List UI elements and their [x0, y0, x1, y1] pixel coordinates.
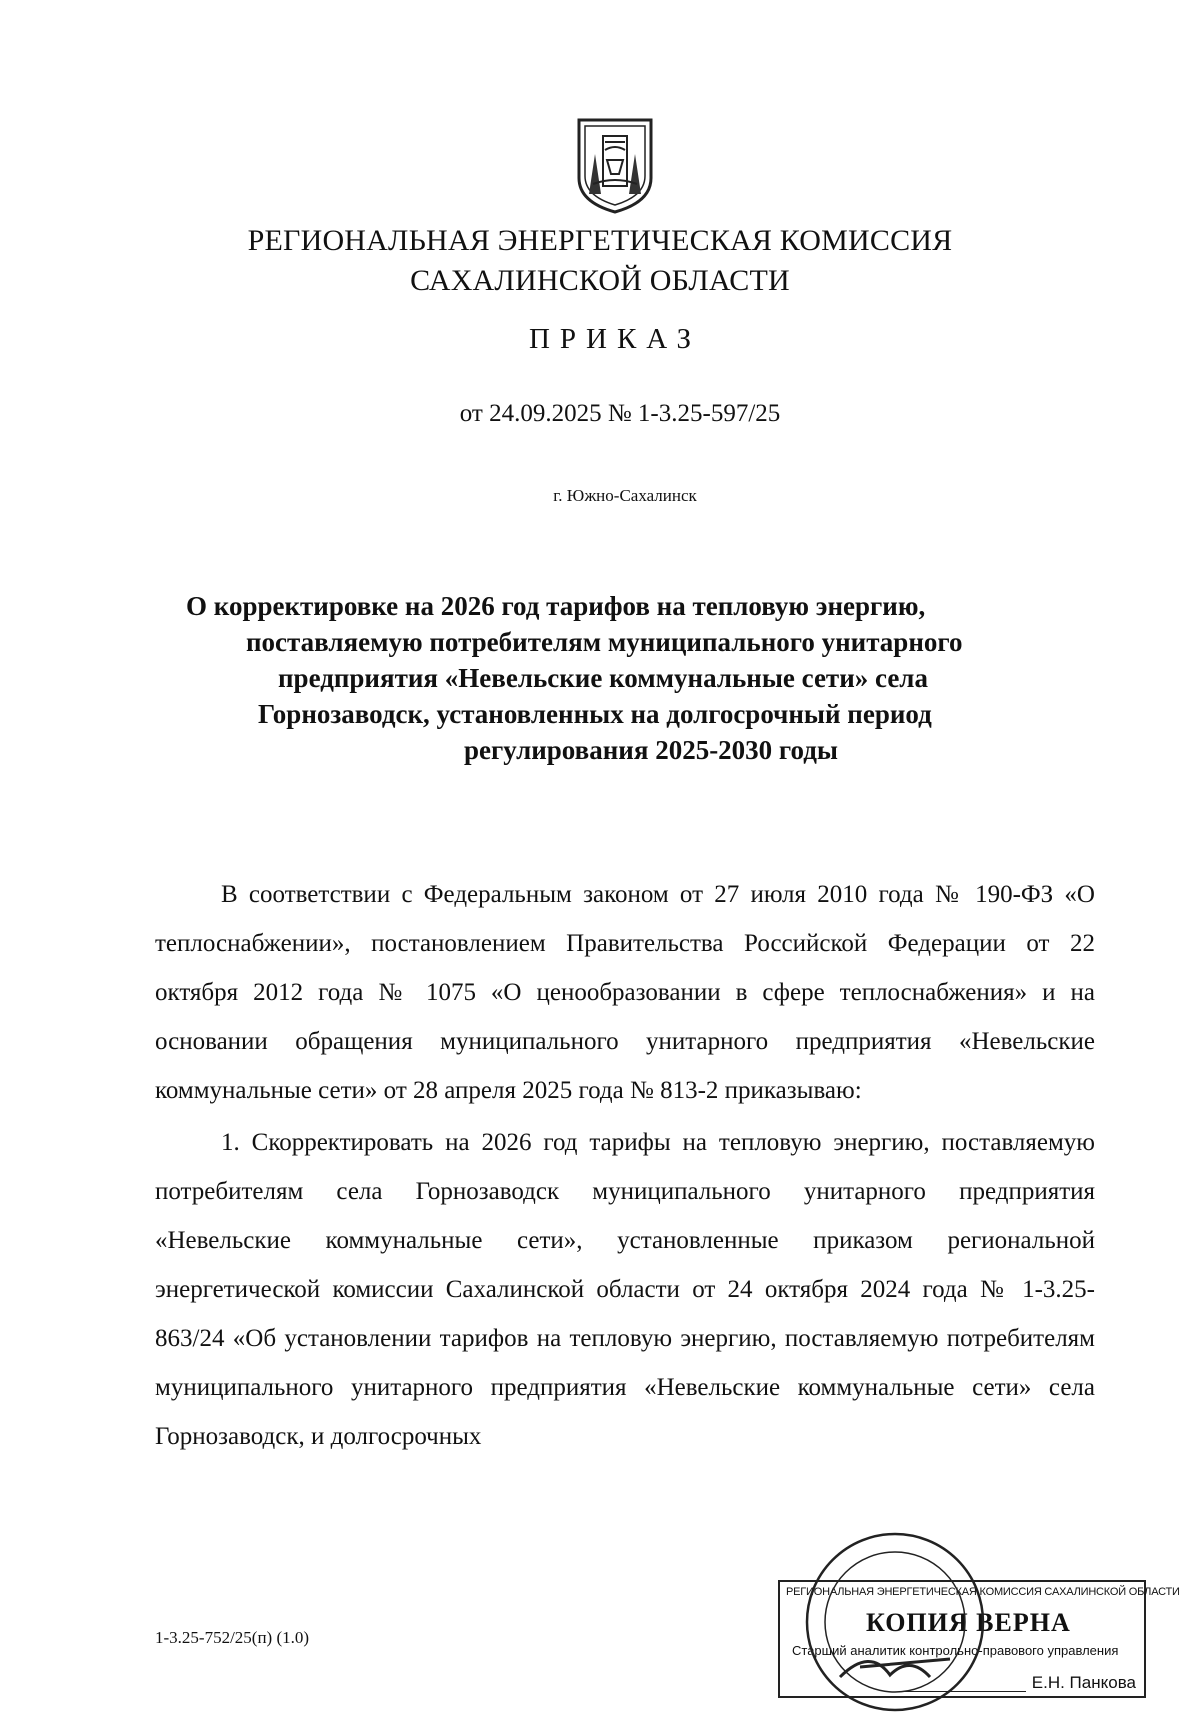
- stamp-position: Старший аналитик контрольно-правового управления: [792, 1643, 1119, 1658]
- organization-name-line2: САХАЛИНСКОЙ ОБЛАСТИ: [410, 264, 790, 297]
- subject-line: предприятия «Невельские коммунальные сети» села: [278, 663, 928, 693]
- stamp-signer-name: Е.Н. Панкова: [1031, 1673, 1136, 1692]
- preamble-paragraph: В соответствии с Федеральным законом от 27 июля 2010 года № 190-ФЗ «О теплоснабжении», постановлением Правительства Российской Федерации от 22 октября 2012 года № 1075 «О ценообразовании в сфере теплоснабжения» и на основании обращения муниципального унитарного предприятия «Невельские коммунальные сети» от 28 апреля 2025 года № 813-2 приказываю:: [155, 881, 1095, 1104]
- stamp-organization: РЕГИОНАЛЬНАЯ ЭНЕРГЕТИЧЕСКАЯ КОМИССИЯ САХАЛИНСКОЙ ОБЛАСТИ: [786, 1586, 1180, 1598]
- stamp-copy-label: КОПИЯ ВЕРНА: [866, 1608, 1071, 1637]
- subject-line: регулирования 2025-2030 годы: [464, 735, 838, 765]
- order-subject: [186, 588, 1116, 768]
- clause-paragraph: 1. Скорректировать на 2026 год тарифы на тепловую энергию, поставляемую потребителям села Горнозаводск муниципального унитарного предприятия «Невельские коммунальные сети», установленные приказом региональной энергетической комиссии Сахалинской области от 24 октября 2024 года № 1-3.25-863/24 «Об установлении тарифов на тепловую энергию, поставляемую потребителям муниципального унитарного предприятия «Невельские коммунальные сети» села Горнозаводск, и долгосрочных: [155, 1129, 1095, 1450]
- organization-name-line1: РЕГИОНАЛЬНАЯ ЭНЕРГЕТИЧЕСКАЯ КОМИССИЯ: [247, 224, 953, 257]
- document-code: 1-3.25-752/25(п) (1.0): [155, 1628, 310, 1647]
- coat-of-arms-icon: [567, 114, 663, 216]
- order-date-number: от 24.09.2025 № 1-3.25-597/25: [459, 400, 781, 427]
- document-type: ПРИКАЗ: [528, 323, 702, 355]
- order-body: [155, 870, 1095, 1461]
- city-name: г. Южно-Сахалинск: [553, 486, 697, 505]
- round-seal-icon: [800, 1527, 990, 1717]
- subject-line: Горнозаводск, установленных на долгосрочный период: [258, 699, 932, 729]
- subject-line: поставляемую потребителям муниципального унитарного: [246, 627, 963, 657]
- subject-line: О корректировке на 2026 год тарифов на тепловую энергию,: [186, 591, 926, 621]
